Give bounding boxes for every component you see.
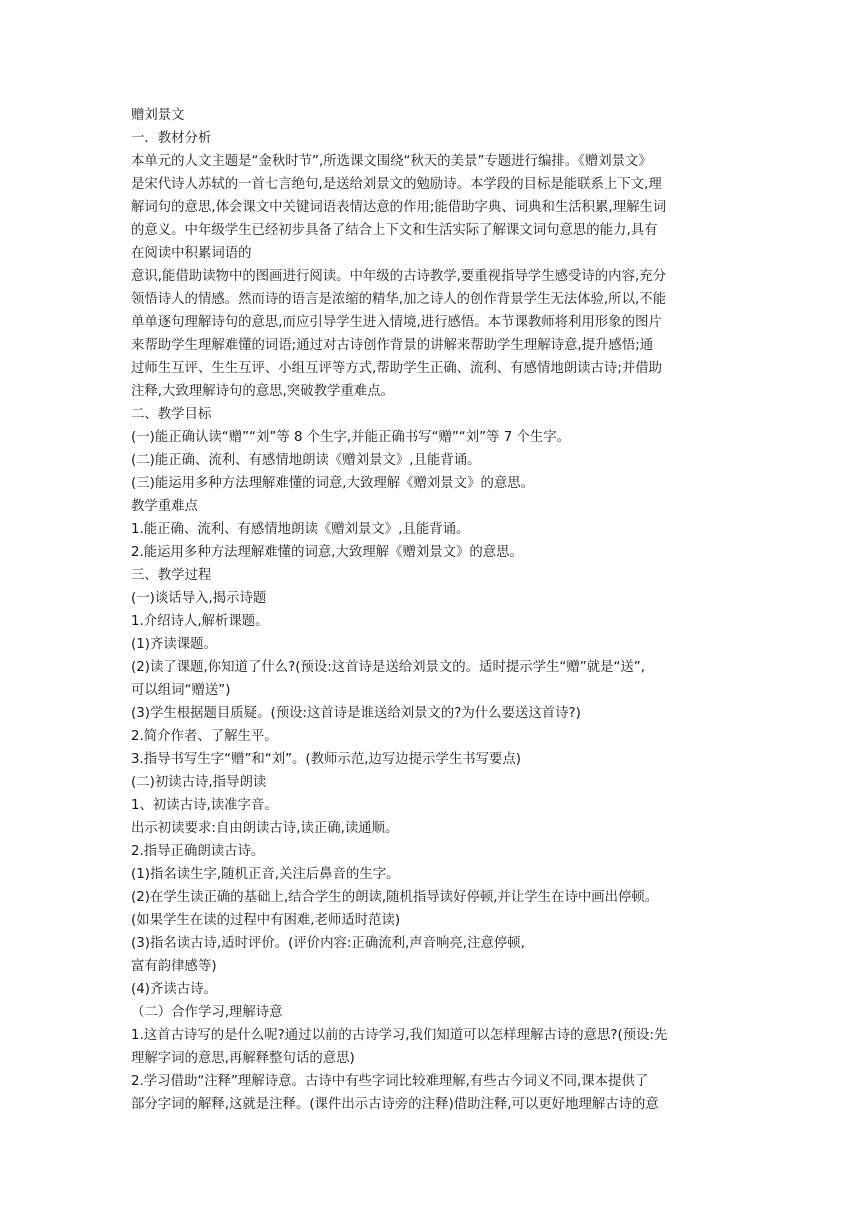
text-line: 来帮助学生理解难懂的词语;通过对古诗创作背景的讲解来帮助学生理解诗意,提升感悟;通 [131,338,654,353]
text-line: 在阅读中积累词语的 [131,246,252,261]
document-title: 赠刘景文 [131,108,185,123]
text-line: 三、教学过程 [131,568,212,583]
text-line: 富有韵律感等) [131,959,217,974]
text-line: (3)指名读古诗,适时评价。(评价内容:正确流利,声音响亮,注意停顿, [131,936,525,951]
text-line: 1、初读古诗,读准字音。 [131,798,278,813]
text-line: 出示初读要求:自由朗读古诗,读正确,读通顺。 [131,821,399,836]
text-line: 领悟诗人的情感。然而诗的语言是浓缩的精华,加之诗人的创作背景学生无法体验,所以,不能 [131,292,667,307]
text-line: 部分字词的解释,这就是注释。(课件出示古诗旁的注释)借助注释,可以更好地理解古诗的意 [131,1097,659,1112]
text-line: 过师生互评、生生互评、小组互评等方式,帮助学生正确、流利、有感情地朗读古诗;并借助 [131,361,662,376]
text-line: 是宋代诗人苏轼的一首七言绝句,是送给刘景文的勉励诗。本学段的目标是能联系上下文,理 [131,177,662,192]
document-body [131,127,737,1116]
text-line: 2.简介作者、了解生平。 [131,729,278,744]
text-line: 1.介绍诗人,解析课题。 [131,614,269,629]
text-line: (2)读了课题,你知道了什么?(预设:这首诗是送给刘景文的。适时提示学生“赠”就是“送”, [131,660,645,675]
text-line: (二)能正确、流利、有感情地朗读《赠刘景文》,且能背诵。 [131,453,481,468]
text-line: 注释,大致理解诗句的意思,突破教学重难点。 [131,384,394,399]
text-line: 单单逐句理解诗句的意思,而应引导学生进入情境,进行感悟。本节课教师将利用形象的图片 [131,315,662,330]
text-line: (一)谈话导入,揭示诗题 [131,591,267,606]
text-line: 二、教学目标 [131,407,212,422]
text-line: 1.能正确、流利、有感情地朗读《赠刘景文》,且能背诵。 [131,522,470,537]
text-line: (一)能正确认读“赠”“刘”等 8 个生字,并能正确书写“赠”“刘”等 7 个生字。 [131,430,571,445]
document-page [131,104,737,1116]
text-line: (二)初读古诗,指导朗读 [131,775,267,790]
text-line: 的意义。中年级学生已经初步具备了结合上下文和生活实际了解课文词句意思的能力,具有 [131,223,658,238]
text-line: (1)齐读课题。 [131,637,217,652]
text-line: 3.指导书写生字“赠”和“刘”。(教师示范,边写边提示学生书写要点) [131,752,521,767]
text-line: (4)齐读古诗。 [131,982,217,997]
text-line: 意识,能借助读物中的图画进行阅读。中年级的古诗教学,要重视指导学生感受诗的内容,充分 [131,269,667,284]
text-line: 解词句的意思,体会课文中关键词语表情达意的作用;能借助字典、词典和生活积累,理解生词 [131,200,667,215]
text-line: (1)指名读生字,随机正音,关注后鼻音的生字。 [131,867,400,882]
text-line: 本单元的人文主题是“金秋时节”,所选课文围绕“秋天的美景”专题进行编排。《赠刘景文》 [131,154,652,169]
text-line: 一．教材分析 [131,131,212,146]
text-line: （二）合作学习,理解诗意 [131,1005,283,1020]
text-line: 可以组词“赠送”) [131,683,231,698]
text-line: 理解字词的意思,再解释整句话的意思) [131,1051,355,1066]
text-line: (3)学生根据题目质疑。(预设:这首诗是谁送给刘景文的?为什么要送这首诗?) [131,706,581,721]
text-line: (2)在学生读正确的基础上,结合学生的朗读,随机指导读好停顿,并让学生在诗中画出停顿。 [131,890,659,905]
text-line: 教学重难点 [131,499,198,514]
text-line: 2.能运用多种方法理解难懂的词意,大致理解《赠刘景文》的意思。 [131,545,523,560]
text-line: (如果学生在读的过程中有困难,老师适时范读) [131,913,401,928]
text-line: 2.学习借助“注释”理解诗意。古诗中有些字词比较难理解,有些古今词义不同,课本提供了 [131,1074,649,1089]
text-line: 2.指导正确朗读古诗。 [131,844,265,859]
text-line: (三)能运用多种方法理解难懂的词意,大致理解《赠刘景文》的意思。 [131,476,535,491]
text-line: 1.这首古诗写的是什么呢?通过以前的古诗学习,我们知道可以怎样理解古诗的意思?(预设:先 [131,1028,668,1043]
